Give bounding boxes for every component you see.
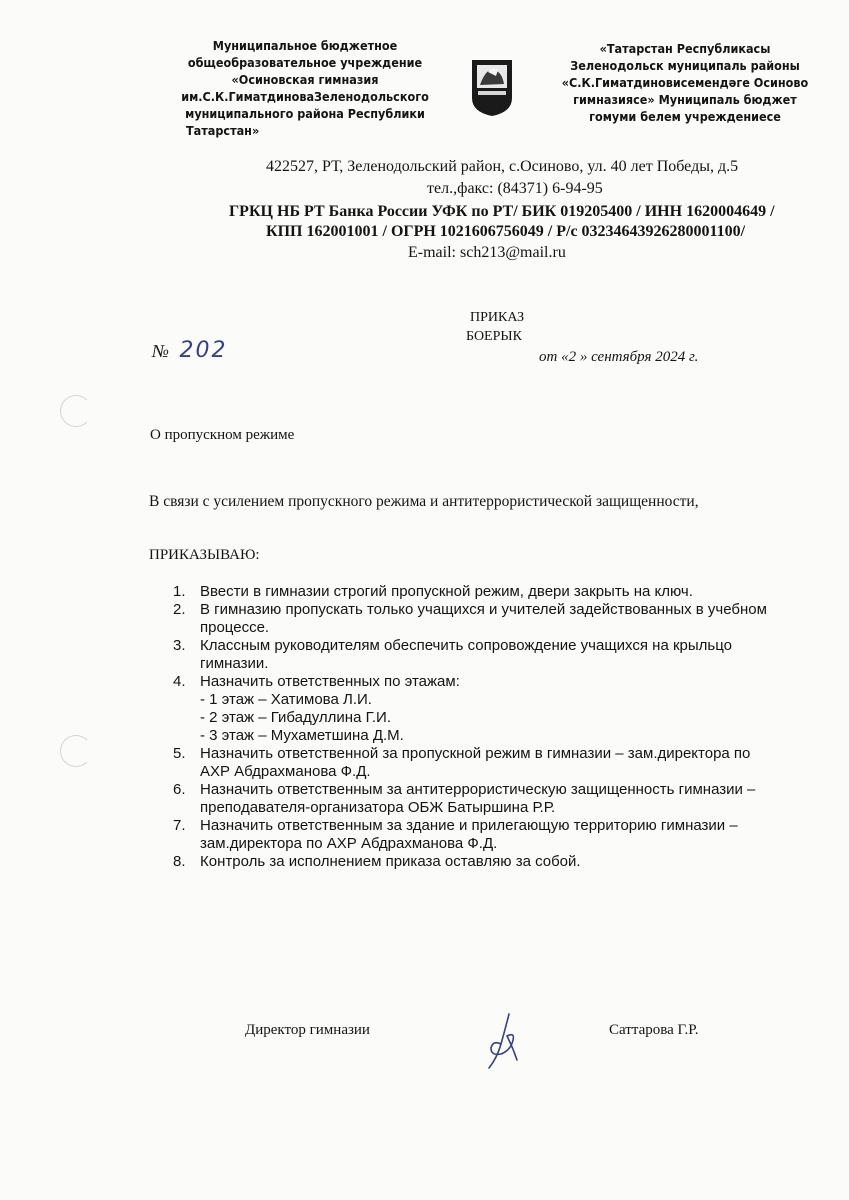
list-item — [173, 601, 813, 637]
list-item — [173, 673, 813, 691]
bank-requisites-line-1: ГРКЦ НБ РТ Банка России УФК по РТ/ БИК 019205400 / ИНН 1620004649 / — [229, 203, 775, 220]
list-item-number: 6. — [173, 781, 186, 798]
list-item — [173, 781, 813, 817]
list-item — [173, 583, 813, 601]
list-item-text: В гимназию пропускать только учащихся и учителей задействованных в учебном процессе. — [200, 601, 767, 636]
order-number — [152, 338, 228, 363]
header-left-line: общеобразовательное учреждение — [187, 55, 423, 70]
header-right-line: «С.К.Гиматдиновисемендәге Осиново — [561, 75, 809, 90]
handwritten-signature — [483, 1010, 523, 1072]
list-item-text: Назначить ответственным за антитеррористическую защищенность гимназии – преподавателя-организатора ОБЖ Батыршина Р.Р. — [200, 781, 756, 816]
header-right-line: Зеленодольск муниципаль районы — [570, 58, 800, 73]
list-item-number: 1. — [173, 583, 186, 600]
order-date: от «2 » сентября 2024 г. — [539, 349, 699, 365]
list-item-number: 7. — [173, 817, 186, 834]
header-left-line: им.С.К.ГиматдиноваЗеленодольского — [181, 89, 429, 104]
order-number-value: 202 — [179, 338, 228, 363]
list-item — [173, 637, 813, 673]
header-left-line: Муниципальное бюджетное — [212, 38, 398, 53]
preamble: В связи с усилением пропускного режима и антитеррористической защищенности, — [149, 493, 699, 510]
header-right-line: гимназиясе» Муниципаль бюджет — [573, 92, 797, 107]
order-number-prefix: № — [152, 341, 169, 361]
list-item-number: 4. — [173, 673, 186, 690]
list-item — [173, 817, 813, 853]
header-left — [150, 37, 460, 139]
header-right-line: «Татарстан Республикасы — [599, 41, 771, 56]
floor-assignment: - 1 этаж – Хатимова Л.И. — [200, 691, 372, 708]
header-right-line: гомуми белем учреждениесе — [589, 109, 781, 124]
header-left-line: «Осиновская гимназия — [231, 72, 379, 87]
bank-requisites-line-2: КПП 162001001 / ОГРН 1021606756049 / Р/с 03234643926280001100/ — [266, 223, 746, 240]
order-title-ru: ПРИКАЗ — [470, 310, 525, 325]
header-left-line: муниципального района Республики — [185, 106, 425, 121]
directive: ПРИКАЗЫВАЮ: — [149, 547, 260, 563]
list-item — [173, 745, 813, 781]
list-item-number: 8. — [173, 853, 186, 870]
list-item-number: 5. — [173, 745, 186, 762]
header-right — [545, 40, 825, 125]
signature-name: Саттарова Г.Р. — [609, 1022, 699, 1038]
hole-punch-mark — [60, 735, 92, 767]
list-item — [173, 853, 813, 871]
signature-position: Директор гимназии — [245, 1022, 370, 1038]
list-item-text: Ввести в гимназии строгий пропускной режим, двери закрыть на ключ. — [200, 583, 693, 600]
list-item-number: 2. — [173, 601, 186, 618]
coat-of-arms-emblem — [470, 58, 514, 118]
list-item-number: 3. — [173, 637, 186, 654]
order-title-tt: БОЕРЫК — [466, 329, 522, 344]
list-item-text: Классным руководителям обеспечить сопровождение учащихся на крыльцо гимназии. — [200, 637, 732, 672]
list-item-text: Контроль за исполнением приказа оставляю за собой. — [200, 853, 581, 870]
subject: О пропускном режиме — [150, 427, 295, 443]
floor-assignment: - 2 этаж – Гибадуллина Г.И. — [200, 709, 392, 726]
email: E-mail: sch213@mail.ru — [408, 244, 566, 261]
list-item-text: Назначить ответственным за здание и прилегающую территорию гимназии – зам.директора по АХР Абдрахманова Ф.Д. — [200, 817, 738, 852]
list-item-text: Назначить ответственной за пропускной режим в гимназии – зам.директора по АХР Абдрахманова Ф.Д. — [200, 745, 751, 780]
floor-assignment: - 3 этаж – Мухаметшина Д.М. — [200, 727, 404, 744]
hole-punch-mark — [60, 395, 92, 427]
address: 422527, РТ, Зеленодольский район, с.Осиново, ул. 40 лет Победы, д.5 — [266, 158, 739, 175]
list-item-text: Назначить ответственных по этажам: — [200, 673, 460, 690]
order-items — [173, 583, 813, 871]
header-left-line: Татарстан» — [186, 123, 260, 138]
phone: тел.,факс: (84371) 6-94-95 — [427, 180, 603, 197]
